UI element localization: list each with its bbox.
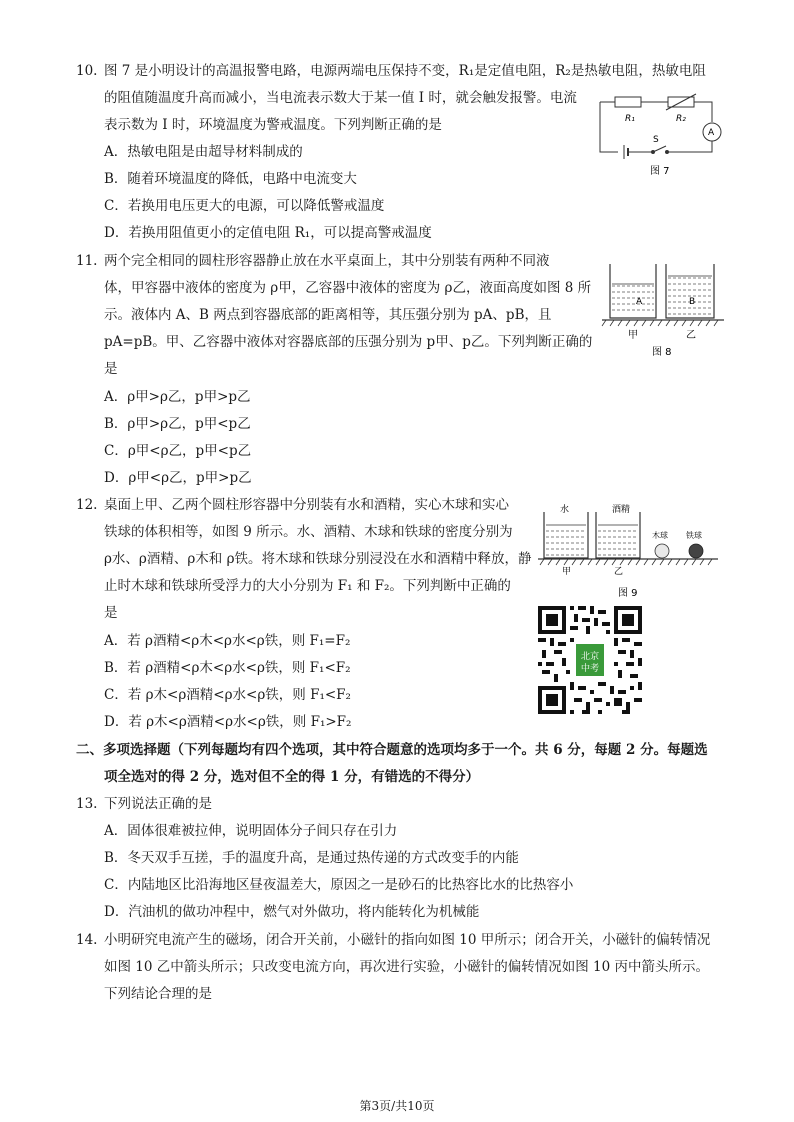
fig7-r1-label: R₁ (625, 114, 635, 124)
q12-line-4: 止时木球和铁球所受浮力的大小分别为 F₁ 和 F₂。下列判断中正确的 (104, 578, 511, 594)
fig9-alcohol-label: 酒精 (612, 505, 631, 515)
qr-center-text-2: 中考 (580, 662, 600, 674)
q14-number: 14. (76, 932, 98, 948)
fig9-label-jia: 甲 (562, 567, 572, 577)
q14-line-2: 如图 10 乙中箭头所示；只改变电流方向，再次进行实验，小磁针的偏转情况如图 10 丙中箭头所示。 (104, 959, 710, 975)
q12-option-b: B．若 ρ酒精<ρ木<ρ水<ρ铁，则 F₁<F₂ (104, 660, 351, 676)
figure-8-containers (600, 260, 728, 360)
q12-line-1: 12. 桌面上甲、乙两个圆柱形容器中分别装有水和酒精，实心木球和实心 (76, 497, 509, 513)
q12-option-d: D．若 ρ木<ρ酒精<ρ水<ρ铁，则 F₁>F₂ (104, 714, 352, 730)
q10-option-a: A．热敏电阻是由超导材料制成的 (104, 144, 303, 160)
q12-option-a: A．若 ρ酒精<ρ木<ρ水<ρ铁，则 F₁=F₂ (104, 633, 351, 649)
fig8-label-yi: 乙 (686, 330, 696, 341)
fig9-label-yi: 乙 (614, 567, 624, 577)
fig9-wood-ball-label: 木球 (652, 531, 668, 540)
q13-number: 13. (76, 796, 98, 812)
fig7-switch-label: S (653, 135, 659, 145)
figure-7-circuit (590, 90, 730, 180)
q12-number: 12. (76, 497, 98, 513)
qr-code (538, 606, 642, 714)
q11-option-c: C．ρ甲<ρ乙，p甲<p乙 (104, 443, 252, 459)
fig7-r2-label: R₂ (676, 114, 686, 124)
q10-number: 10. (76, 63, 98, 79)
q10-line-1: 10. 图 7 是小明设计的高温报警电路，电源两端电压保持不变，R₁是定值电阻，R₂是热敏电阻，热敏电阻 (76, 63, 706, 79)
q10-option-d: D．若换用阻值更小的定值电阻 R₁，可以提高警戒温度 (104, 225, 432, 241)
fig9-water-label: 水 (560, 505, 570, 515)
q12-option-c: C．若 ρ木<ρ酒精<ρ水<ρ铁，则 F₁<F₂ (104, 687, 351, 703)
q10-line-3: 表示数为 I 时，环境温度为警戒温度。下列判断正确的是 (104, 117, 442, 133)
q11-line-3: 示。液体内 A、B 两点到容器底部的距离相等，其压强分别为 pA、pB，且 (104, 307, 552, 323)
fig9-caption: 图 9 (618, 588, 638, 599)
fig8-label-jia: 甲 (628, 330, 638, 341)
fig9-wood-ball (655, 544, 669, 558)
figure-9-containers-balls (536, 498, 722, 602)
q10-option-b: B．随着环境温度的降低，电路中电流变大 (104, 171, 357, 187)
q13-stem: 13. 下列说法正确的是 (76, 796, 212, 812)
qr-center-text-1: 北京 (580, 651, 600, 663)
q11-number: 11. (76, 253, 98, 269)
q11-option-a: A．ρ甲>ρ乙，p甲>p乙 (104, 389, 251, 405)
q13-option-c: C．内陆地区比沿海地区昼夜温差大，原因之一是砂石的比热容比水的比热容小 (104, 877, 574, 893)
q10-option-c: C．若换用电压更大的电源，可以降低警戒温度 (104, 198, 385, 214)
fig9-iron-ball (689, 544, 703, 558)
fig8-point-a: A (636, 297, 643, 307)
q11-line-2: 体，甲容器中液体的密度为 ρ甲，乙容器中液体的密度为 ρ乙，液面高度如图 8 所 (104, 280, 592, 296)
q13-option-a: A．固体很难被拉伸，说明固体分子间只存在引力 (104, 823, 398, 839)
q11-line-1: 11. 两个完全相同的圆柱形容器静止放在水平桌面上，其中分别装有两种不同液 (76, 253, 550, 269)
fig7-caption: 图 7 (650, 166, 670, 177)
q10-line-2: 的阻值随温度升高而减小，当电流表示数大于某一值 I 时，就会触发报警。电流 (104, 90, 577, 106)
page-footer: 第3页/共10页 (359, 1099, 435, 1113)
q12-line-5: 是 (104, 605, 118, 621)
fig8-point-b: B (689, 297, 696, 307)
q11-line-5: 是 (104, 361, 118, 377)
fig9-iron-ball-label: 铁球 (686, 531, 702, 540)
fig8-caption: 图 8 (652, 347, 672, 358)
q13-option-d: D．汽油机的做功冲程中，燃气对外做功，将内能转化为机械能 (104, 904, 480, 920)
q13-option-b: B．冬天双手互搓，手的温度升高，是通过热传递的方式改变手的内能 (104, 850, 519, 866)
section2-line-2: 项全选对的得 2 分，选对但不全的得 1 分，有错选的不得分） (104, 769, 480, 785)
q14-line-1: 14. 小明研究电流产生的磁场，闭合开关前，小磁针的指向如图 10 甲所示；闭合开关，小磁针的偏转情况 (76, 932, 711, 948)
q11-option-d: D．ρ甲<ρ乙，p甲>p乙 (104, 470, 252, 486)
q11-option-b: B．ρ甲>ρ乙，p甲<p乙 (104, 416, 251, 432)
fig7-ammeter-label: A (708, 128, 715, 138)
q11-line-4: pA=pB。甲、乙容器中液体对容器底部的压强分别为 p甲、p乙。下列判断正确的 (104, 334, 593, 350)
section2-line-1: 二、多项选择题（下列每题均有四个选项，其中符合题意的选项均多于一个。共 6 分，每题 2 分。每题选 (76, 742, 708, 758)
q12-line-3: ρ水、ρ酒精、ρ木和 ρ铁。将木球和铁球分别浸没在水和酒精中释放，静 (104, 551, 532, 567)
q14-line-3: 下列结论合理的是 (104, 986, 212, 1002)
q12-line-2: 铁球的体积相等，如图 9 所示。水、酒精、木球和铁球的密度分别为 (104, 524, 513, 540)
